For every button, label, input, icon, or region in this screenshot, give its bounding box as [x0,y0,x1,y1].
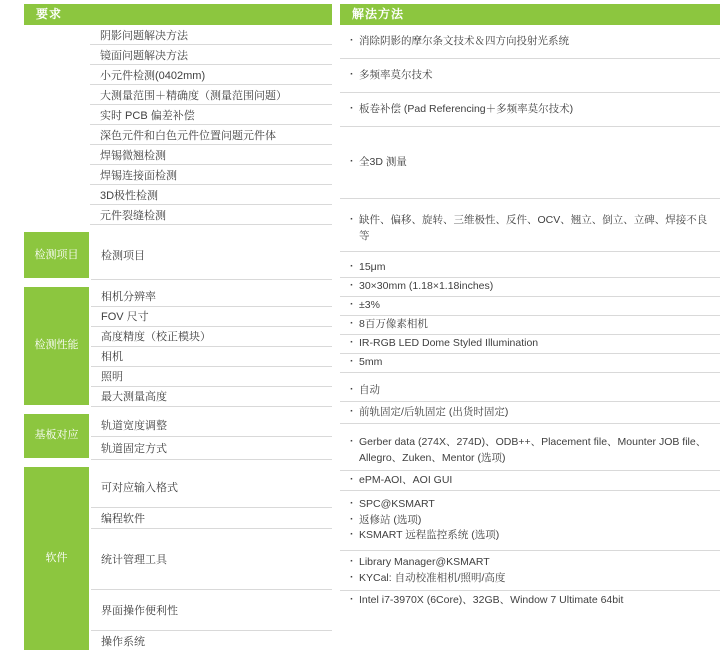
solution-group [340,471,720,491]
requirement-item: 3D极性检测 [90,185,332,205]
requirement-item: 轨道固定方式 [90,436,332,459]
spacer [340,199,720,206]
solution-group [340,316,720,335]
solution-line: · 5mm [350,355,716,371]
spacer-cell [90,225,332,233]
solution-group [340,25,720,59]
category-inspection-performance: 检测性能 [24,287,90,407]
spacer [340,424,720,431]
requirement-item: 检测项目 [90,232,332,279]
solution-group [340,127,720,199]
solution-group [340,259,720,278]
solution-line: · 8百万像素相机 [350,317,716,333]
requirement-item: 焊锡微翘检测 [90,145,332,165]
solution-group [340,297,720,316]
requirement-item: 阴影问题解决方法 [90,25,332,45]
two-column-layout [24,4,719,652]
requirement-item: 相机分辨率 [90,287,332,307]
spacer-cell [24,225,90,233]
solution-group [340,93,720,127]
solution-group [340,551,720,591]
requirement-item: 深色元件和白色元件位置问题元件体 [90,125,332,145]
table-row [24,25,332,45]
spacer-row [24,225,332,233]
spacer [340,252,720,259]
solution-line: · KYCal: 自动校准相机/照明/高度 [350,571,716,587]
table-row [24,414,332,437]
requirement-item: 实时 PCB 偏差补偿 [90,105,332,125]
solution-group [340,354,720,373]
requirement-item: 焊锡连接面检测 [90,165,332,185]
spacer-cell [24,406,90,414]
requirement-item: 操作系统 [101,635,145,648]
solution-group [340,591,720,611]
spacer-cell [90,279,332,287]
requirements-table [24,25,332,652]
solution-line: · KSMART 远程监控系统 (选项) [350,528,716,544]
category-board-handling: 基板对应 [24,414,90,460]
solution-line: · 30×30mm (1.18×1.18inches) [350,279,716,295]
solution-line: · ±3% [350,298,716,314]
requirement-item: 可对应输入格式 [90,467,332,508]
requirement-item: 最大测量高度 [90,386,332,406]
solution-line: · ePM-AOI、AOI GUI [350,473,716,489]
table-row [24,287,332,307]
spacer-cell [24,279,90,287]
solutions-list [340,25,720,611]
solution-line: · 全3D 测量 [350,155,716,171]
requirement-item: 小元件检测(0402mm) [90,65,332,85]
solution-group [340,335,720,354]
requirement-item: FOV 尺寸 [90,306,332,326]
solution-group [340,206,720,252]
requirement-item: 相机 [90,346,332,366]
category-software: 软件 [24,467,90,651]
solution-group [340,491,720,551]
solution-line: · 板卷补偿 (Pad Referencing＋多频率莫尔技术) [350,102,716,118]
requirement-item: 编程软件 [90,507,332,528]
solution-line: · 前轨固定/后轨固定 (出货时固定) [350,405,716,421]
solution-line: · Library Manager@KSMART [350,555,716,571]
solution-group [340,380,720,402]
table-row [24,232,332,279]
requirements-header: 要求 [24,4,332,25]
solution-line-cont: Allegro、Zuken、Mentor (选项) [359,451,506,464]
solution-line: · IR-RGB LED Dome Styled Illumination [350,336,716,352]
solutions-column [340,4,720,611]
solution-line: · 缺件、偏移、旋转、三维极性、反件、OCV、翘立、倒立、立碑、焊接不良等 [350,213,716,245]
spacer-row [24,279,332,287]
spacer-cell [90,406,332,414]
category-cell-empty [24,25,90,225]
solution-line: · SPC@KSMART [350,497,716,513]
requirement-item: 照明 [90,366,332,386]
solution-line: · 多频率莫尔技术 [350,68,716,84]
solution-line: · 15μm [350,260,716,276]
spacer-row [24,406,332,414]
requirements-column [24,4,332,652]
spacer-row [24,459,332,467]
category-inspection-items: 检测项目 [24,232,90,279]
solution-line: · 返修站 (选项) [350,513,716,529]
spacer-cell [24,459,90,467]
spacer [340,373,720,380]
requirement-item: 统计管理工具 [90,528,332,589]
requirement-item: 大测量范围＋精确度（测量范围问题） [90,85,332,105]
solution-line: · Gerber data (274X、274D)、ODB++、Placement file、Mounter JOB file、 [350,435,716,451]
solution-line: · 自动 [350,383,716,399]
requirement-item: 元件裂缝检测 [90,205,332,225]
solution-line: · Intel i7-3970X (6Core)、32GB、Window 7 Ultimate 64bit [350,593,716,609]
requirement-item: 界面操作便利性 [90,589,332,630]
requirement-item: 镜面问题解决方法 [90,45,332,65]
table-row [24,467,332,508]
requirement-item: 轨道宽度调整 [90,414,332,437]
solution-group [340,402,720,424]
solutions-header: 解法方法 [340,4,720,25]
solution-line: · 消除阴影的摩尔条文技术＆四方向投射光系统 [350,34,716,50]
solution-group [340,431,720,471]
spacer-cell [90,459,332,467]
solution-group [340,59,720,93]
solution-group [340,278,720,297]
requirement-item: 高度精度（校正模块） [90,326,332,346]
